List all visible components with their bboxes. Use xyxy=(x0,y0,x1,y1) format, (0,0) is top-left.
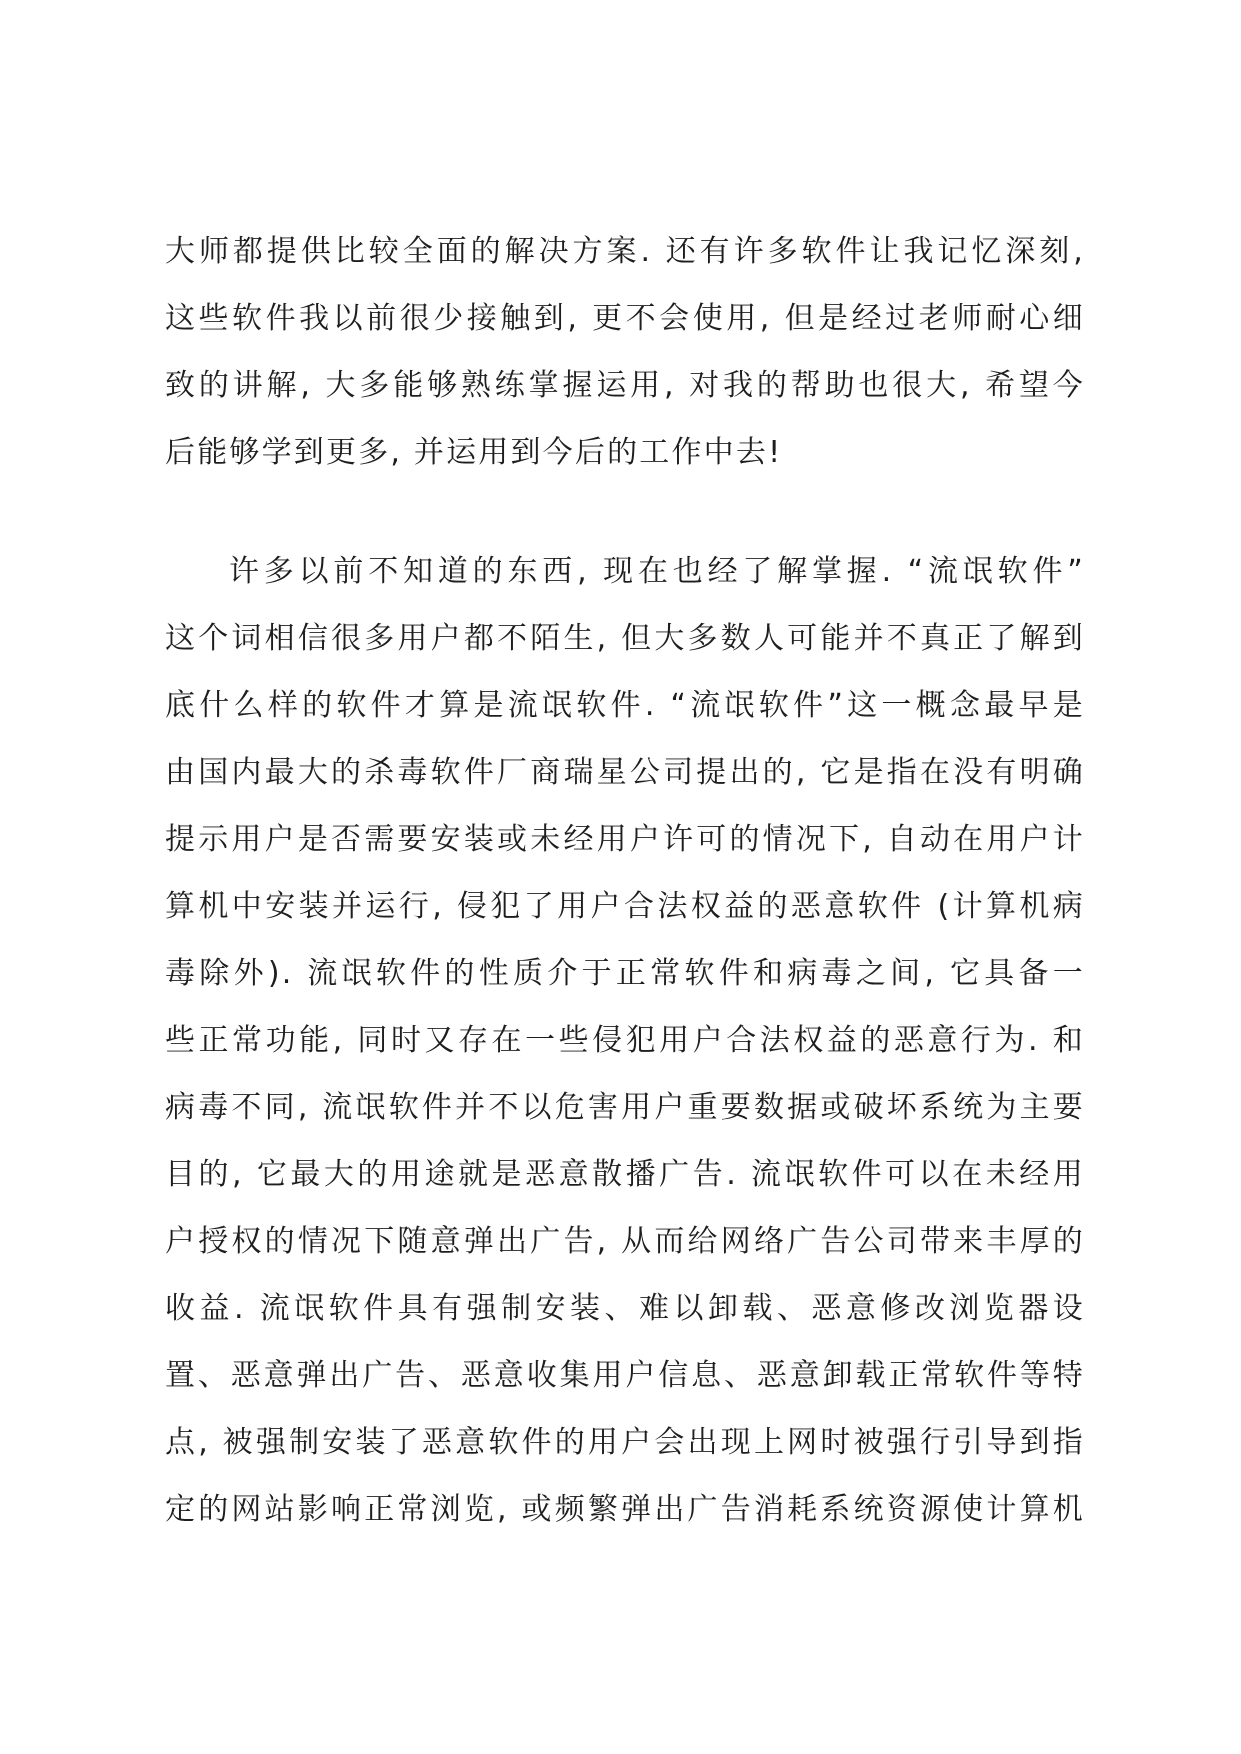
text-line: 后能够学到更多, 并运用到今后的工作中去! xyxy=(165,435,783,470)
text-line: 毒除外). 流氓软件的性质介于正常软件和病毒之间, 它具备一 xyxy=(165,956,1085,991)
text-line: 算机中安装并运行, 侵犯了用户合法权益的恶意软件 (计算机病 xyxy=(165,889,1085,924)
text-line: 置、恶意弹出广告、恶意收集用户信息、恶意卸载正常软件等特 xyxy=(165,1358,1085,1393)
text-line: 定的网站影响正常浏览, 或频繁弹出广告消耗系统资源使计算机 xyxy=(165,1492,1085,1527)
text-line: 点, 被强制安装了恶意软件的用户会出现上网时被强行引导到指 xyxy=(165,1425,1085,1460)
text-line: 病毒不同, 流氓软件并不以危害用户重要数据或破坏系统为主要 xyxy=(165,1090,1085,1125)
text-line: 这个词相信很多用户都不陌生, 但大多数人可能并不真正了解到 xyxy=(165,621,1085,656)
text-line: 这些软件我以前很少接触到, 更不会使用, 但是经过老师耐心细 xyxy=(165,301,1085,336)
text-line: 由国内最大的杀毒软件厂商瑞星公司提出的, 它是指在没有明确 xyxy=(165,755,1085,790)
text-line: 户授权的情况下随意弹出广告, 从而给网络广告公司带来丰厚的 xyxy=(165,1224,1085,1259)
text-line: 大师都提供比较全面的解决方案. 还有许多软件让我记忆深刻, xyxy=(165,234,1085,269)
text-line: 许多以前不知道的东西, 现在也经了解掌握. “流氓软件” xyxy=(229,554,1085,589)
text-line: 些正常功能, 同时又存在一些侵犯用户合法权益的恶意行为. 和 xyxy=(165,1023,1085,1058)
text-line: 目的, 它最大的用途就是恶意散播广告. 流氓软件可以在未经用 xyxy=(165,1157,1085,1192)
text-line: 底什么样的软件才算是流氓软件. “流氓软件”这一概念最早是 xyxy=(165,688,1085,723)
text-line: 提示用户是否需要安装或未经用户许可的情况下, 自动在用户计 xyxy=(165,822,1085,857)
paragraph-2 xyxy=(165,538,1085,1543)
paragraph-1 xyxy=(165,218,1085,486)
text-line: 致的讲解, 大多能够熟练掌握运用, 对我的帮助也很大, 希望今 xyxy=(165,368,1085,403)
text-line: 收益. 流氓软件具有强制安装、难以卸载、恶意修改浏览器设 xyxy=(165,1291,1085,1326)
